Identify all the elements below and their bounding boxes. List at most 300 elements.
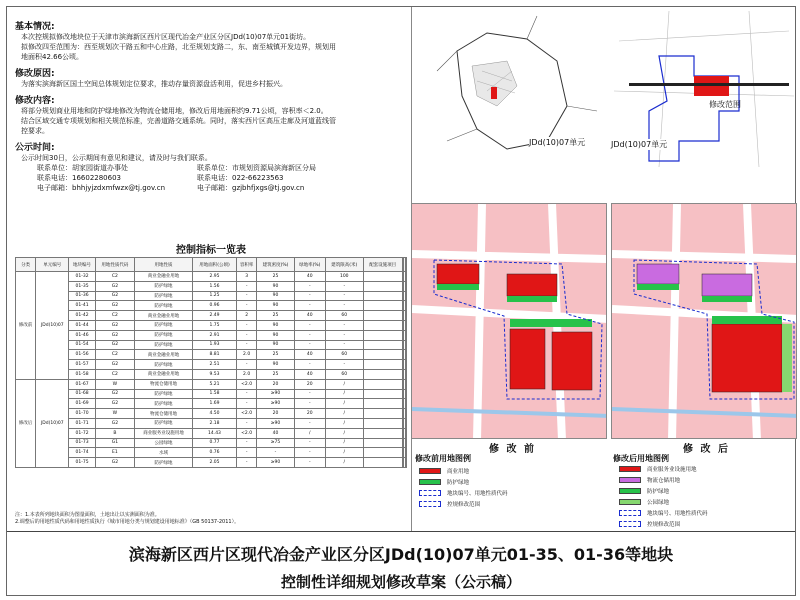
table-header-cell	[405, 258, 406, 272]
legend-item	[419, 467, 469, 475]
table-cell: 防护绿地	[134, 291, 192, 301]
table-cell: ≥90	[257, 418, 294, 428]
table-cell: 物流仓储用地	[134, 409, 192, 419]
table-cell: -	[237, 320, 257, 330]
table-cell: 8.81	[192, 350, 236, 360]
table-cell: -	[294, 320, 325, 330]
table-cell: /	[325, 379, 363, 389]
table-title: 控制指标一览表	[176, 245, 246, 256]
table-row	[16, 428, 407, 438]
table-cell: W	[95, 379, 134, 389]
table-cell: 01-56	[69, 350, 96, 360]
table-cell: /	[325, 418, 363, 428]
table-cell: /	[325, 399, 363, 409]
table-cell: 1.93	[192, 340, 236, 350]
table-cell	[363, 281, 402, 291]
table-cell: ≥90	[257, 399, 294, 409]
table-cell: 25	[257, 350, 294, 360]
table-cell: 01-67	[69, 379, 96, 389]
legend-item	[619, 476, 680, 484]
table-cell: -	[237, 360, 257, 370]
table-cell: -	[325, 340, 363, 350]
table-row	[16, 340, 407, 350]
table-cell: 25	[257, 311, 294, 321]
table-cell: 40	[294, 272, 325, 282]
table-cell	[363, 301, 402, 311]
legend-label: 控规修改范围	[447, 502, 481, 508]
table-cell: -	[237, 448, 257, 458]
legend-swatch	[419, 490, 441, 496]
legend-label: 地块编号、用地性质代码	[447, 491, 508, 497]
table-cell: G2	[95, 399, 134, 409]
table-cell	[405, 301, 406, 311]
legend-item	[619, 465, 697, 473]
table-cell: 90	[257, 360, 294, 370]
table-cell	[363, 360, 402, 370]
table-cell: -	[325, 291, 363, 301]
table-cell: 防护绿地	[134, 399, 192, 409]
table-cell: 公园绿地	[134, 438, 192, 448]
caption-before: 修 改 前	[489, 444, 536, 455]
table-cell: 01-73	[69, 438, 96, 448]
table-cell: 防护绿地	[134, 320, 192, 330]
table-cell: 01-35	[69, 281, 96, 291]
table-cell: 60	[325, 311, 363, 321]
legend-item	[419, 500, 480, 508]
section-title-basic: 基本情况:	[15, 22, 55, 32]
table-cell	[363, 389, 402, 399]
legend-item	[619, 509, 708, 517]
table-row	[16, 360, 407, 370]
table-cell: G2	[95, 360, 134, 370]
table-cell: 水域	[134, 448, 192, 458]
table-cell: -	[325, 320, 363, 330]
section-title-period: 公示时间:	[15, 143, 55, 153]
table-cell: G2	[95, 330, 134, 340]
table-cell: 防护绿地	[134, 301, 192, 311]
table-cell	[363, 320, 402, 330]
locator-map-a	[417, 11, 603, 153]
table-cell: 40	[294, 350, 325, 360]
table-cell	[405, 311, 406, 321]
table-cell	[363, 379, 402, 389]
table-row	[16, 409, 407, 419]
table-row	[16, 301, 407, 311]
table-cell: G2	[95, 281, 134, 291]
table-cell: 2.51	[192, 360, 236, 370]
table-header-cell: 绿地率(%)	[294, 258, 325, 272]
table-cell	[405, 272, 406, 282]
table-cell: 40	[294, 311, 325, 321]
table-cell: -	[237, 330, 257, 340]
table-cell: 01-68	[69, 389, 96, 399]
unit-label-a: JDd(10)07单元	[529, 138, 586, 147]
legend-swatch	[619, 510, 641, 516]
table-cell: 2.0	[237, 369, 257, 379]
table-cell: -	[325, 301, 363, 311]
legend-item	[619, 520, 680, 528]
table-group-cell: 修改前	[16, 272, 36, 380]
table-cell: -	[294, 291, 325, 301]
table-cell: -	[237, 389, 257, 399]
table-cell: 14.43	[192, 428, 236, 438]
table-cell: 90	[257, 301, 294, 311]
legend-item	[619, 498, 669, 506]
table-cell: 01-44	[69, 320, 96, 330]
legend-label: 防护绿地	[447, 480, 470, 486]
table-cell	[363, 340, 402, 350]
table-cell: 01-74	[69, 448, 96, 458]
table-cell	[405, 369, 406, 379]
table-cell: -	[237, 340, 257, 350]
table-cell: 20	[294, 379, 325, 389]
table-cell: 01-72	[69, 428, 96, 438]
table-cell: -	[237, 291, 257, 301]
table-cell: 01-41	[69, 301, 96, 311]
contact-phone-a: 联系电话：16602280603	[37, 174, 121, 182]
table-cell: 2.0	[237, 350, 257, 360]
locator-map-b	[609, 11, 795, 167]
table-cell: 2	[237, 311, 257, 321]
table-cell: G2	[95, 340, 134, 350]
table-cell: -	[237, 438, 257, 448]
table-cell: 25	[257, 272, 294, 282]
table-cell: 防护绿地	[134, 330, 192, 340]
table-cell	[363, 418, 402, 428]
table-cell: 商业金融业用地	[134, 311, 192, 321]
table-cell: 2.18	[192, 418, 236, 428]
table-cell: 防护绿地	[134, 360, 192, 370]
contact-phone-b: 联系电话：022-66223563	[197, 174, 284, 182]
table-header-cell: 容积率	[237, 258, 257, 272]
table-cell: 商业金融业用地	[134, 272, 192, 282]
table-cell: 商业金融业用地	[134, 369, 192, 379]
table-cell	[405, 281, 406, 291]
table-cell: -	[237, 418, 257, 428]
legend-swatch	[419, 468, 441, 474]
table-cell: -	[294, 301, 325, 311]
table-cell: 20	[257, 379, 294, 389]
legend-label: 物流仓储用地	[647, 478, 681, 484]
table-cell: B	[95, 428, 134, 438]
table-cell: 2.49	[192, 311, 236, 321]
table-cell	[363, 350, 402, 360]
table-cell	[405, 389, 406, 399]
table-cell: G2	[95, 301, 134, 311]
table-cell: 1.69	[192, 399, 236, 409]
table-cell: -	[294, 438, 325, 448]
table-cell	[363, 369, 402, 379]
contact-email-a[interactable]: 电子邮箱：bhhjyjzdxmfwzx@tj.gov.cn	[37, 184, 166, 192]
table-cell: 2.95	[192, 272, 236, 282]
table-cell: -	[294, 281, 325, 291]
table-cell: C2	[95, 369, 134, 379]
table-cell: 25	[257, 369, 294, 379]
table-cell: 20	[257, 409, 294, 419]
table-cell: -	[325, 281, 363, 291]
contact-unit-a: 联系单位：胡家园街道办事处	[37, 164, 128, 172]
legend-swatch	[619, 466, 641, 472]
table-cell: 01-46	[69, 330, 96, 340]
table-cell: 90	[257, 340, 294, 350]
table-cell: 01-58	[69, 369, 96, 379]
table-cell: -	[294, 340, 325, 350]
table-unit-cell: JDd(10)07	[36, 379, 69, 467]
table-row	[16, 458, 407, 468]
table-cell: G2	[95, 291, 134, 301]
table-cell: ≥75	[257, 438, 294, 448]
table-row	[16, 389, 407, 399]
table-header-cell: 配套设施项目	[363, 258, 402, 272]
unit-label-b: JDd(10)07单元	[611, 140, 668, 149]
caption-after: 修 改 后	[683, 444, 730, 455]
table-cell: C2	[95, 350, 134, 360]
table-cell	[363, 291, 402, 301]
table-cell	[363, 272, 402, 282]
table-cell	[405, 428, 406, 438]
table-cell: 01-42	[69, 311, 96, 321]
table-cell	[405, 350, 406, 360]
table-cell	[405, 320, 406, 330]
table-cell: W	[95, 409, 134, 419]
table-cell: 90	[257, 281, 294, 291]
table-cell: -	[257, 448, 294, 458]
table-cell: -	[294, 399, 325, 409]
modify-scope-label: 修改范围	[709, 100, 741, 109]
table-row	[16, 272, 407, 282]
table-cell: 01-70	[69, 409, 96, 419]
legend-swatch	[419, 479, 441, 485]
table-cell	[405, 330, 406, 340]
table-cell: -	[237, 399, 257, 409]
legend-label: 防护绿地	[647, 489, 670, 495]
table-cell: G2	[95, 389, 134, 399]
table-header-cell: 建筑密度(%)	[257, 258, 294, 272]
table-cell: 90	[257, 320, 294, 330]
table-notes: 注：1.本表所列地块面积为图量面积，土地出让以实测面积为准。 2.调整后的用地性质代码和用地性质执行《城市用地分类与规划建设用地标准》（GB 50137-2011）。	[15, 512, 240, 525]
table-cell: 防护绿地	[134, 458, 192, 468]
notice-board	[6, 6, 796, 596]
table-cell: C2	[95, 272, 134, 282]
legend-swatch	[619, 488, 641, 494]
table-cell: /	[325, 438, 363, 448]
section-title-content: 修改内容:	[15, 96, 55, 106]
table-header-row	[16, 258, 407, 272]
legend-item	[619, 487, 669, 495]
table-cell: -	[294, 448, 325, 458]
table-cell	[363, 448, 402, 458]
table-cell: 60	[325, 350, 363, 360]
table-cell: <2.0	[237, 379, 257, 389]
table-cell	[363, 330, 402, 340]
table-cell: /	[294, 428, 325, 438]
table-cell: 1.56	[192, 281, 236, 291]
section-body-reason: 为落实滨海新区国土空间总体规划定位要求，推动存量资源盘活利用，促进乡村振兴。	[21, 80, 287, 88]
table-cell: 商业服务业设施用地	[134, 428, 192, 438]
table-cell: /	[325, 458, 363, 468]
table-row	[16, 369, 407, 379]
contact-block	[37, 163, 413, 193]
table-row	[16, 448, 407, 458]
table-cell: /	[325, 448, 363, 458]
table-cell: 90	[257, 330, 294, 340]
table-cell: G1	[95, 438, 134, 448]
table-cell: 防护绿地	[134, 340, 192, 350]
contact-email-b[interactable]: 电子邮箱：gzjbhfjxgs@tj.gov.cn	[197, 184, 305, 192]
legend-label: 商业服务业设施用地	[647, 467, 697, 473]
table-cell: -	[294, 360, 325, 370]
table-cell	[405, 399, 406, 409]
table-cell	[363, 428, 402, 438]
section-body-basic: 本次控规拟修改地块位于天津市滨海新区西片区现代冶金产业区分区JDd(10)07单元01街坊。 拟修改四至范围为：西至规划次干路五和中心庄路，北至规划支路二，东、南至城镇开发边界，规划用 地面积42.66公顷。	[21, 33, 336, 61]
table-cell: G2	[95, 418, 134, 428]
table-header-cell: 分类	[16, 258, 36, 272]
table-row	[16, 281, 407, 291]
section-body-content: 将部分规划商业用地和防护绿地修改为物流仓储用地，修改后用地面积约9.71公顷，容积率＜2.0。 结合区域交通专项规划和相关规范标准，完善道路交通系统。同时，落实西片区高压走廊及河道蓝线管 控要求。	[21, 107, 336, 135]
table-cell: ≥90	[257, 389, 294, 399]
table-cell: 01-54	[69, 340, 96, 350]
table-cell: 5.21	[192, 379, 236, 389]
table-cell: 01-32	[69, 272, 96, 282]
contact-unit-b: 联系单位：市规划资源局滨海新区分局	[197, 164, 316, 172]
map-after	[611, 203, 797, 439]
table-group-cell: 修改后	[16, 379, 36, 467]
legend-swatch	[419, 501, 441, 507]
table-cell: -	[237, 301, 257, 311]
table-cell	[405, 409, 406, 419]
table-cell: -	[294, 389, 325, 399]
table-cell: 90	[257, 291, 294, 301]
legend-swatch	[619, 477, 641, 483]
table-cell: /	[325, 389, 363, 399]
table-cell	[405, 418, 406, 428]
table-cell: -	[294, 330, 325, 340]
table-cell: -	[325, 330, 363, 340]
legend-before-title: 修改前用地图例	[415, 454, 471, 463]
table-cell: 0.77	[192, 438, 236, 448]
table-cell: 60	[325, 369, 363, 379]
table-cell: -	[237, 281, 257, 291]
table-cell	[405, 340, 406, 350]
document-title-line2: 控制性详细规划修改草案（公示稿）	[280, 573, 521, 591]
map-before-svg	[412, 204, 607, 439]
table-cell	[405, 458, 406, 468]
locator-map-a-svg	[417, 11, 603, 153]
table-cell: /	[325, 409, 363, 419]
table-cell	[363, 311, 402, 321]
table-cell: /	[325, 428, 363, 438]
table-cell: ≥90	[257, 458, 294, 468]
table-header-cell: 用地性质	[134, 258, 192, 272]
legend-label: 控规修改范围	[647, 522, 681, 528]
table-row	[16, 379, 407, 389]
table-header-cell: 单元编号	[36, 258, 69, 272]
table-row	[16, 330, 407, 340]
table-cell: 3	[237, 272, 257, 282]
map-before	[411, 203, 607, 439]
table-cell: 0.96	[192, 301, 236, 311]
legend-label: 商业用地	[447, 469, 470, 475]
table-row	[16, 320, 407, 330]
section-body-period: 公示时间30日，公示期间有意见和建议，请及时与我们联系。	[21, 154, 212, 162]
table-cell	[405, 291, 406, 301]
table-cell: -	[325, 360, 363, 370]
table-cell: 40	[257, 428, 294, 438]
table-cell: E1	[95, 448, 134, 458]
table-cell	[363, 409, 402, 419]
table-header-cell: 用地面积(公顷)	[192, 258, 236, 272]
table-row	[16, 399, 407, 409]
table-header-cell: 地块编号	[69, 258, 96, 272]
table-cell	[405, 379, 406, 389]
table-cell: 2.05	[192, 458, 236, 468]
table-cell: C2	[95, 311, 134, 321]
control-index-table-section	[15, 245, 407, 519]
table-cell: 物流仓储用地	[134, 379, 192, 389]
table-cell: 2.91	[192, 330, 236, 340]
legend-swatch	[619, 499, 641, 505]
table-cell: <2.0	[237, 409, 257, 419]
table-row	[16, 438, 407, 448]
table-cell	[363, 399, 402, 409]
table-cell	[405, 448, 406, 458]
document-title-line1: 滨海新区西片区现代冶金产业区分区JDd(10)07单元01-35、01-36等地块	[128, 545, 674, 564]
table-row	[16, 418, 407, 428]
legend-label: 公园绿地	[647, 500, 670, 506]
table-cell: 防护绿地	[134, 418, 192, 428]
table-cell: 01-75	[69, 458, 96, 468]
control-index-table	[15, 257, 407, 468]
legend-swatch	[619, 521, 641, 527]
legend-item	[419, 478, 469, 486]
table-cell: 01-57	[69, 360, 96, 370]
table-cell: 1.75	[192, 320, 236, 330]
table-cell	[363, 438, 402, 448]
table-cell: 1.58	[192, 389, 236, 399]
table-row	[16, 350, 407, 360]
table-cell: 防护绿地	[134, 281, 192, 291]
table-cell: 20	[294, 409, 325, 419]
table-cell: -	[294, 458, 325, 468]
table-row	[16, 311, 407, 321]
legend-item	[419, 489, 508, 497]
table-cell: G2	[95, 320, 134, 330]
table-cell: -	[237, 458, 257, 468]
section-title-reason: 修改原因:	[15, 69, 55, 79]
table-cell: 01-36	[69, 291, 96, 301]
table-cell	[405, 438, 406, 448]
table-cell: 40	[294, 369, 325, 379]
table-cell: -	[294, 418, 325, 428]
table-row	[16, 291, 407, 301]
legend-label: 地块编号、用地性质代码	[647, 511, 708, 517]
table-header-cell: 用地性质代码	[95, 258, 134, 272]
table-cell: 商业金融业用地	[134, 350, 192, 360]
table-cell: 1.25	[192, 291, 236, 301]
table-cell: <2.0	[237, 428, 257, 438]
table-cell: 0.76	[192, 448, 236, 458]
table-cell: 01-69	[69, 399, 96, 409]
legend-after-title: 修改后用地图例	[613, 454, 669, 463]
table-cell	[405, 360, 406, 370]
table-cell: 01-71	[69, 418, 96, 428]
table-cell: G2	[95, 458, 134, 468]
table-cell: 100	[325, 272, 363, 282]
map-after-svg	[612, 204, 797, 439]
table-cell: 防护绿地	[134, 389, 192, 399]
document-title-block	[7, 531, 795, 595]
table-header-cell: 建筑限高(米)	[325, 258, 363, 272]
